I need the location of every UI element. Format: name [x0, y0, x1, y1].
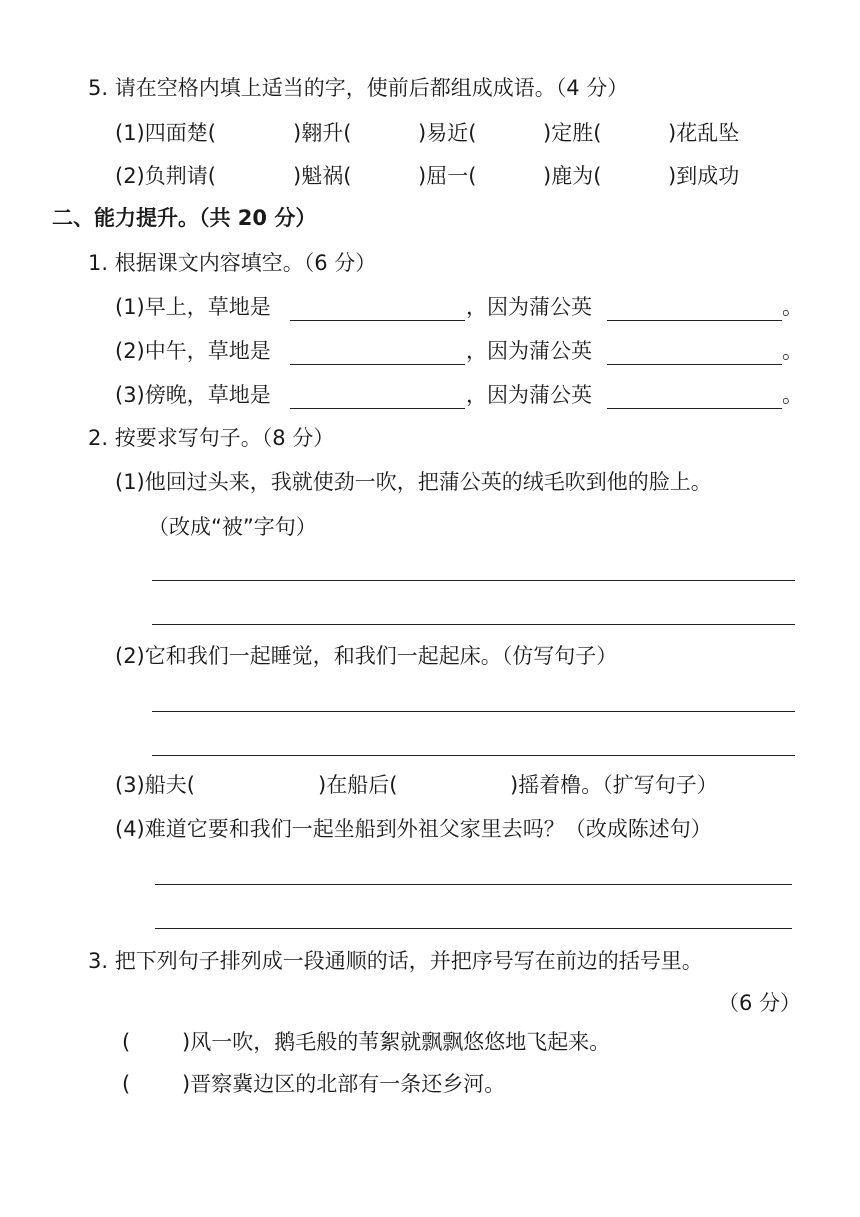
q1-item1-middle: ，因为蒲公英 [466, 295, 592, 319]
q3-item2-bracket[interactable]: ( [122, 1072, 131, 1096]
q2-sentence-4: (4)难道它要和我们一起坐船到外祖父家里去吗？（改成陈述句） [115, 817, 712, 841]
q3-item1-text: )风一吹，鹅毛般的苇絮就飘飘悠悠地飞起来。 [182, 1030, 611, 1054]
q5-title: 5. 请在空格内填上适当的字，使前后都组成成语。（4 分） [88, 76, 629, 100]
q1-item2-blank-1[interactable] [290, 364, 465, 365]
q1-item2-end: 。 [782, 339, 803, 363]
q1-item3-end: 。 [782, 383, 803, 407]
q5-row2-part-1: (2)负荆请( [115, 164, 216, 188]
q1-item2-blank-2[interactable] [607, 364, 782, 365]
q2-s3-part-1: (3)船夫( [115, 773, 195, 797]
q2-s2-answer-line-1[interactable] [152, 711, 795, 712]
q1-item3-blank-2[interactable] [607, 408, 782, 409]
q5-row1-part-1: (1)四面楚( [115, 121, 216, 145]
q5-row2-part-5: )到成功 [668, 164, 740, 188]
q2-s3-part-2: )在船后( [318, 773, 398, 797]
q1-item1-end: 。 [782, 295, 803, 319]
q1-item2-prefix: (2)中午，草地是 [115, 339, 271, 363]
q5-row1-part-4: )定胜( [543, 121, 602, 145]
q1-item1-blank-2[interactable] [607, 320, 782, 321]
q2-s3-part-3: )摇着橹。（扩写句子） [510, 773, 718, 797]
q2-sentence-1-instruction: （改成“被”字句） [148, 515, 317, 539]
q3-item1-bracket[interactable]: ( [122, 1030, 131, 1054]
q1-item1-prefix: (1)早上，草地是 [115, 295, 271, 319]
q1-item2-middle: ，因为蒲公英 [466, 339, 592, 363]
q5-row2-part-2: )魁祸( [293, 164, 352, 188]
q2-s4-answer-line-1[interactable] [155, 884, 792, 885]
q2-sentence-2: (2)它和我们一起睡觉，和我们一起起床。（仿写句子） [115, 644, 618, 668]
q3-score: （6 分） [718, 991, 802, 1015]
q3-title: 3. 把下列句子排列成一段通顺的话，并把序号写在前边的括号里。 [88, 949, 703, 973]
q2-s2-answer-line-2[interactable] [152, 755, 795, 756]
q5-row2-part-4: )鹿为( [543, 164, 602, 188]
q1-item3-blank-1[interactable] [290, 408, 465, 409]
q2-sentence-1: (1)他回过头来，我就使劲一吹，把蒲公英的绒毛吹到他的脸上。 [115, 470, 712, 494]
q1-item1-blank-1[interactable] [290, 320, 465, 321]
q1-item3-middle: ，因为蒲公英 [466, 383, 592, 407]
q5-row1-part-5: )花乱坠 [668, 121, 740, 145]
section-2-title: 二、能力提升。（共 20 分） [52, 206, 317, 230]
q5-row1-part-3: )易近( [418, 121, 477, 145]
q3-item2-text: )晋察冀边区的北部有一条还乡河。 [182, 1072, 506, 1096]
q2-s1-answer-line-2[interactable] [152, 624, 795, 625]
q2-title: 2. 按要求写句子。（8 分） [88, 426, 335, 450]
q5-row2-part-3: )屈一( [418, 164, 477, 188]
q1-item3-prefix: (3)傍晚，草地是 [115, 383, 271, 407]
q5-row1-part-2: )翱升( [293, 121, 352, 145]
q1-title: 1. 根据课文内容填空。（6 分） [88, 251, 377, 275]
q2-s4-answer-line-2[interactable] [155, 928, 792, 929]
q2-s1-answer-line-1[interactable] [152, 580, 795, 581]
